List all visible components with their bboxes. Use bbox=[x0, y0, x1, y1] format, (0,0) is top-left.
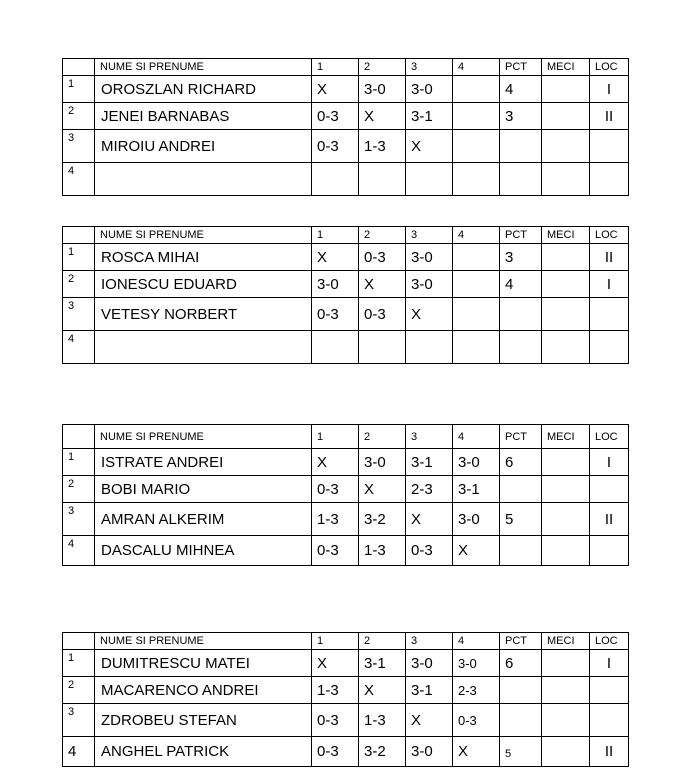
header-meci: MECI bbox=[542, 633, 590, 650]
result-round-2: 0-3 bbox=[359, 244, 406, 271]
table-row bbox=[63, 244, 629, 271]
result-round-1: 0-3 bbox=[312, 130, 359, 163]
player-name: ANGHEL PATRICK bbox=[95, 737, 312, 767]
player-index: 1 bbox=[63, 449, 95, 476]
header-loc: LOC bbox=[590, 59, 629, 76]
group-table-3 bbox=[62, 424, 629, 566]
meci-cell bbox=[542, 503, 590, 536]
header-round-4: 4 bbox=[453, 227, 500, 244]
meci-cell bbox=[542, 737, 590, 767]
place-cell: II bbox=[590, 503, 629, 536]
player-name: DUMITRESCU MATEI bbox=[95, 650, 312, 677]
player-name: JENEI BARNABAS bbox=[95, 103, 312, 130]
table-row bbox=[63, 130, 629, 163]
result-round-2 bbox=[359, 331, 406, 364]
result-round-2: 3-0 bbox=[359, 76, 406, 103]
result-round-3: 3-0 bbox=[406, 76, 453, 103]
table-row bbox=[63, 503, 629, 536]
header-round-4: 4 bbox=[453, 425, 500, 449]
header-index-cell bbox=[63, 633, 95, 650]
result-round-4 bbox=[453, 331, 500, 364]
header-loc: LOC bbox=[590, 633, 629, 650]
table-row bbox=[63, 449, 629, 476]
points-cell bbox=[500, 476, 542, 503]
table-row bbox=[63, 650, 629, 677]
result-round-1: 0-3 bbox=[312, 298, 359, 331]
result-round-3: 3-0 bbox=[406, 271, 453, 298]
result-round-2: X bbox=[359, 271, 406, 298]
header-round-4: 4 bbox=[453, 633, 500, 650]
header-round-3: 3 bbox=[406, 425, 453, 449]
header-index-cell bbox=[63, 227, 95, 244]
place-cell bbox=[590, 476, 629, 503]
result-round-2: 1-3 bbox=[359, 704, 406, 737]
header-meci: MECI bbox=[542, 227, 590, 244]
table-row bbox=[63, 271, 629, 298]
result-round-1: 3-0 bbox=[312, 271, 359, 298]
table-row bbox=[63, 163, 629, 196]
meci-cell bbox=[542, 449, 590, 476]
table-row bbox=[63, 737, 629, 767]
place-cell bbox=[590, 536, 629, 566]
result-round-4: X bbox=[453, 536, 500, 566]
header-name: NUME SI PRENUME bbox=[95, 59, 312, 76]
meci-cell bbox=[542, 704, 590, 737]
points-cell: 4 bbox=[500, 271, 542, 298]
result-round-1: 1-3 bbox=[312, 677, 359, 704]
result-round-4: X bbox=[453, 737, 500, 767]
meci-cell bbox=[542, 244, 590, 271]
place-cell: I bbox=[590, 650, 629, 677]
place-cell bbox=[590, 163, 629, 196]
player-index: 1 bbox=[63, 76, 95, 103]
points-cell: 3 bbox=[500, 103, 542, 130]
meci-cell bbox=[542, 476, 590, 503]
result-round-4 bbox=[453, 271, 500, 298]
table-row bbox=[63, 76, 629, 103]
result-round-2: 3-1 bbox=[359, 650, 406, 677]
place-cell bbox=[590, 677, 629, 704]
meci-cell bbox=[542, 103, 590, 130]
result-round-4 bbox=[453, 130, 500, 163]
result-round-2: 1-3 bbox=[359, 130, 406, 163]
result-round-4 bbox=[453, 103, 500, 130]
header-pct: PCT bbox=[500, 425, 542, 449]
player-index: 3 bbox=[63, 503, 95, 536]
result-round-4: 3-0 bbox=[453, 449, 500, 476]
header-round-1: 1 bbox=[312, 425, 359, 449]
table-row bbox=[63, 476, 629, 503]
result-round-3: X bbox=[406, 704, 453, 737]
header-round-1: 1 bbox=[312, 227, 359, 244]
result-round-1: 1-3 bbox=[312, 503, 359, 536]
group-table-1 bbox=[62, 58, 629, 196]
player-index: 2 bbox=[63, 103, 95, 130]
header-round-4: 4 bbox=[453, 59, 500, 76]
header-row bbox=[63, 633, 629, 650]
place-cell bbox=[590, 704, 629, 737]
result-round-3: 3-1 bbox=[406, 449, 453, 476]
header-index-cell bbox=[63, 425, 95, 449]
result-round-3: 3-0 bbox=[406, 244, 453, 271]
header-pct: PCT bbox=[500, 59, 542, 76]
result-round-2: 3-0 bbox=[359, 449, 406, 476]
place-cell: I bbox=[590, 449, 629, 476]
player-index: 2 bbox=[63, 677, 95, 704]
result-round-3: 3-0 bbox=[406, 737, 453, 767]
result-round-3 bbox=[406, 331, 453, 364]
points-cell bbox=[500, 331, 542, 364]
table-row bbox=[63, 536, 629, 566]
header-pct: PCT bbox=[500, 633, 542, 650]
result-round-2 bbox=[359, 163, 406, 196]
result-round-2: 1-3 bbox=[359, 536, 406, 566]
points-cell bbox=[500, 704, 542, 737]
result-round-4: 0-3 bbox=[453, 704, 500, 737]
result-round-3: 0-3 bbox=[406, 536, 453, 566]
header-row bbox=[63, 425, 629, 449]
player-name: MIROIU ANDREI bbox=[95, 130, 312, 163]
place-cell: II bbox=[590, 103, 629, 130]
header-row bbox=[63, 227, 629, 244]
group-table-2 bbox=[62, 226, 629, 364]
points-cell: 6 bbox=[500, 650, 542, 677]
place-cell: II bbox=[590, 737, 629, 767]
player-index: 1 bbox=[63, 244, 95, 271]
points-cell bbox=[500, 130, 542, 163]
meci-cell bbox=[542, 76, 590, 103]
result-round-4 bbox=[453, 163, 500, 196]
player-name: BOBI MARIO bbox=[95, 476, 312, 503]
player-name: MACARENCO ANDREI bbox=[95, 677, 312, 704]
result-round-3: X bbox=[406, 298, 453, 331]
result-round-1: 0-3 bbox=[312, 103, 359, 130]
player-name: AMRAN ALKERIM bbox=[95, 503, 312, 536]
player-name: IONESCU EDUARD bbox=[95, 271, 312, 298]
points-cell bbox=[500, 163, 542, 196]
header-round-2: 2 bbox=[359, 633, 406, 650]
header-round-3: 3 bbox=[406, 633, 453, 650]
player-index: 4 bbox=[63, 536, 95, 566]
place-cell: II bbox=[590, 244, 629, 271]
result-round-1: X bbox=[312, 244, 359, 271]
meci-cell bbox=[542, 677, 590, 704]
meci-cell bbox=[542, 536, 590, 566]
player-name: ZDROBEU STEFAN bbox=[95, 704, 312, 737]
result-round-3: 3-1 bbox=[406, 677, 453, 704]
header-round-1: 1 bbox=[312, 59, 359, 76]
result-round-3: X bbox=[406, 130, 453, 163]
result-round-1: X bbox=[312, 449, 359, 476]
result-round-2: X bbox=[359, 677, 406, 704]
result-round-2: X bbox=[359, 476, 406, 503]
place-cell bbox=[590, 130, 629, 163]
player-name: ISTRATE ANDREI bbox=[95, 449, 312, 476]
meci-cell bbox=[542, 271, 590, 298]
result-round-1 bbox=[312, 331, 359, 364]
header-round-1: 1 bbox=[312, 633, 359, 650]
player-index: 4 bbox=[63, 737, 95, 767]
result-round-4: 3-0 bbox=[453, 650, 500, 677]
result-round-2: 3-2 bbox=[359, 737, 406, 767]
header-index-cell bbox=[63, 59, 95, 76]
result-round-3 bbox=[406, 163, 453, 196]
result-round-2: 0-3 bbox=[359, 298, 406, 331]
header-pct: PCT bbox=[500, 227, 542, 244]
result-round-4: 3-0 bbox=[453, 503, 500, 536]
points-cell: 5 bbox=[500, 737, 542, 767]
meci-cell bbox=[542, 298, 590, 331]
header-meci: MECI bbox=[542, 59, 590, 76]
group-table-4 bbox=[62, 632, 629, 767]
result-round-1: X bbox=[312, 76, 359, 103]
player-index: 3 bbox=[63, 704, 95, 737]
result-round-4: 3-1 bbox=[453, 476, 500, 503]
header-row bbox=[63, 59, 629, 76]
points-cell bbox=[500, 536, 542, 566]
result-round-3: X bbox=[406, 503, 453, 536]
result-round-1: X bbox=[312, 650, 359, 677]
player-index: 4 bbox=[63, 331, 95, 364]
header-name: NUME SI PRENUME bbox=[95, 633, 312, 650]
player-index: 3 bbox=[63, 298, 95, 331]
result-round-2: 3-2 bbox=[359, 503, 406, 536]
header-name: NUME SI PRENUME bbox=[95, 425, 312, 449]
table-row bbox=[63, 103, 629, 130]
result-round-4: 2-3 bbox=[453, 677, 500, 704]
player-index: 1 bbox=[63, 650, 95, 677]
player-name bbox=[95, 163, 312, 196]
result-round-3: 3-1 bbox=[406, 103, 453, 130]
table-row bbox=[63, 677, 629, 704]
meci-cell bbox=[542, 163, 590, 196]
place-cell bbox=[590, 298, 629, 331]
header-round-2: 2 bbox=[359, 425, 406, 449]
player-index: 2 bbox=[63, 476, 95, 503]
points-cell: 3 bbox=[500, 244, 542, 271]
table-row bbox=[63, 704, 629, 737]
result-round-1: 0-3 bbox=[312, 704, 359, 737]
result-round-1: 0-3 bbox=[312, 737, 359, 767]
result-round-3: 3-0 bbox=[406, 650, 453, 677]
header-loc: LOC bbox=[590, 227, 629, 244]
header-round-2: 2 bbox=[359, 227, 406, 244]
points-cell: 6 bbox=[500, 449, 542, 476]
result-round-1: 0-3 bbox=[312, 536, 359, 566]
points-cell bbox=[500, 677, 542, 704]
header-meci: MECI bbox=[542, 425, 590, 449]
table-row bbox=[63, 298, 629, 331]
result-round-4 bbox=[453, 76, 500, 103]
points-cell bbox=[500, 298, 542, 331]
player-name: DASCALU MIHNEA bbox=[95, 536, 312, 566]
result-round-4 bbox=[453, 298, 500, 331]
player-name: ROSCA MIHAI bbox=[95, 244, 312, 271]
meci-cell bbox=[542, 331, 590, 364]
player-name bbox=[95, 331, 312, 364]
place-cell bbox=[590, 331, 629, 364]
header-round-3: 3 bbox=[406, 59, 453, 76]
points-cell: 4 bbox=[500, 76, 542, 103]
header-round-2: 2 bbox=[359, 59, 406, 76]
table-row bbox=[63, 331, 629, 364]
header-round-3: 3 bbox=[406, 227, 453, 244]
player-name: VETESY NORBERT bbox=[95, 298, 312, 331]
meci-cell bbox=[542, 650, 590, 677]
place-cell: I bbox=[590, 76, 629, 103]
player-name: OROSZLAN RICHARD bbox=[95, 76, 312, 103]
result-round-4 bbox=[453, 244, 500, 271]
player-index: 2 bbox=[63, 271, 95, 298]
header-loc: LOC bbox=[590, 425, 629, 449]
result-round-1: 0-3 bbox=[312, 476, 359, 503]
result-round-3: 2-3 bbox=[406, 476, 453, 503]
player-index: 4 bbox=[63, 163, 95, 196]
points-cell: 5 bbox=[500, 503, 542, 536]
place-cell: I bbox=[590, 271, 629, 298]
player-index: 3 bbox=[63, 130, 95, 163]
result-round-1 bbox=[312, 163, 359, 196]
result-round-2: X bbox=[359, 103, 406, 130]
meci-cell bbox=[542, 130, 590, 163]
header-name: NUME SI PRENUME bbox=[95, 227, 312, 244]
